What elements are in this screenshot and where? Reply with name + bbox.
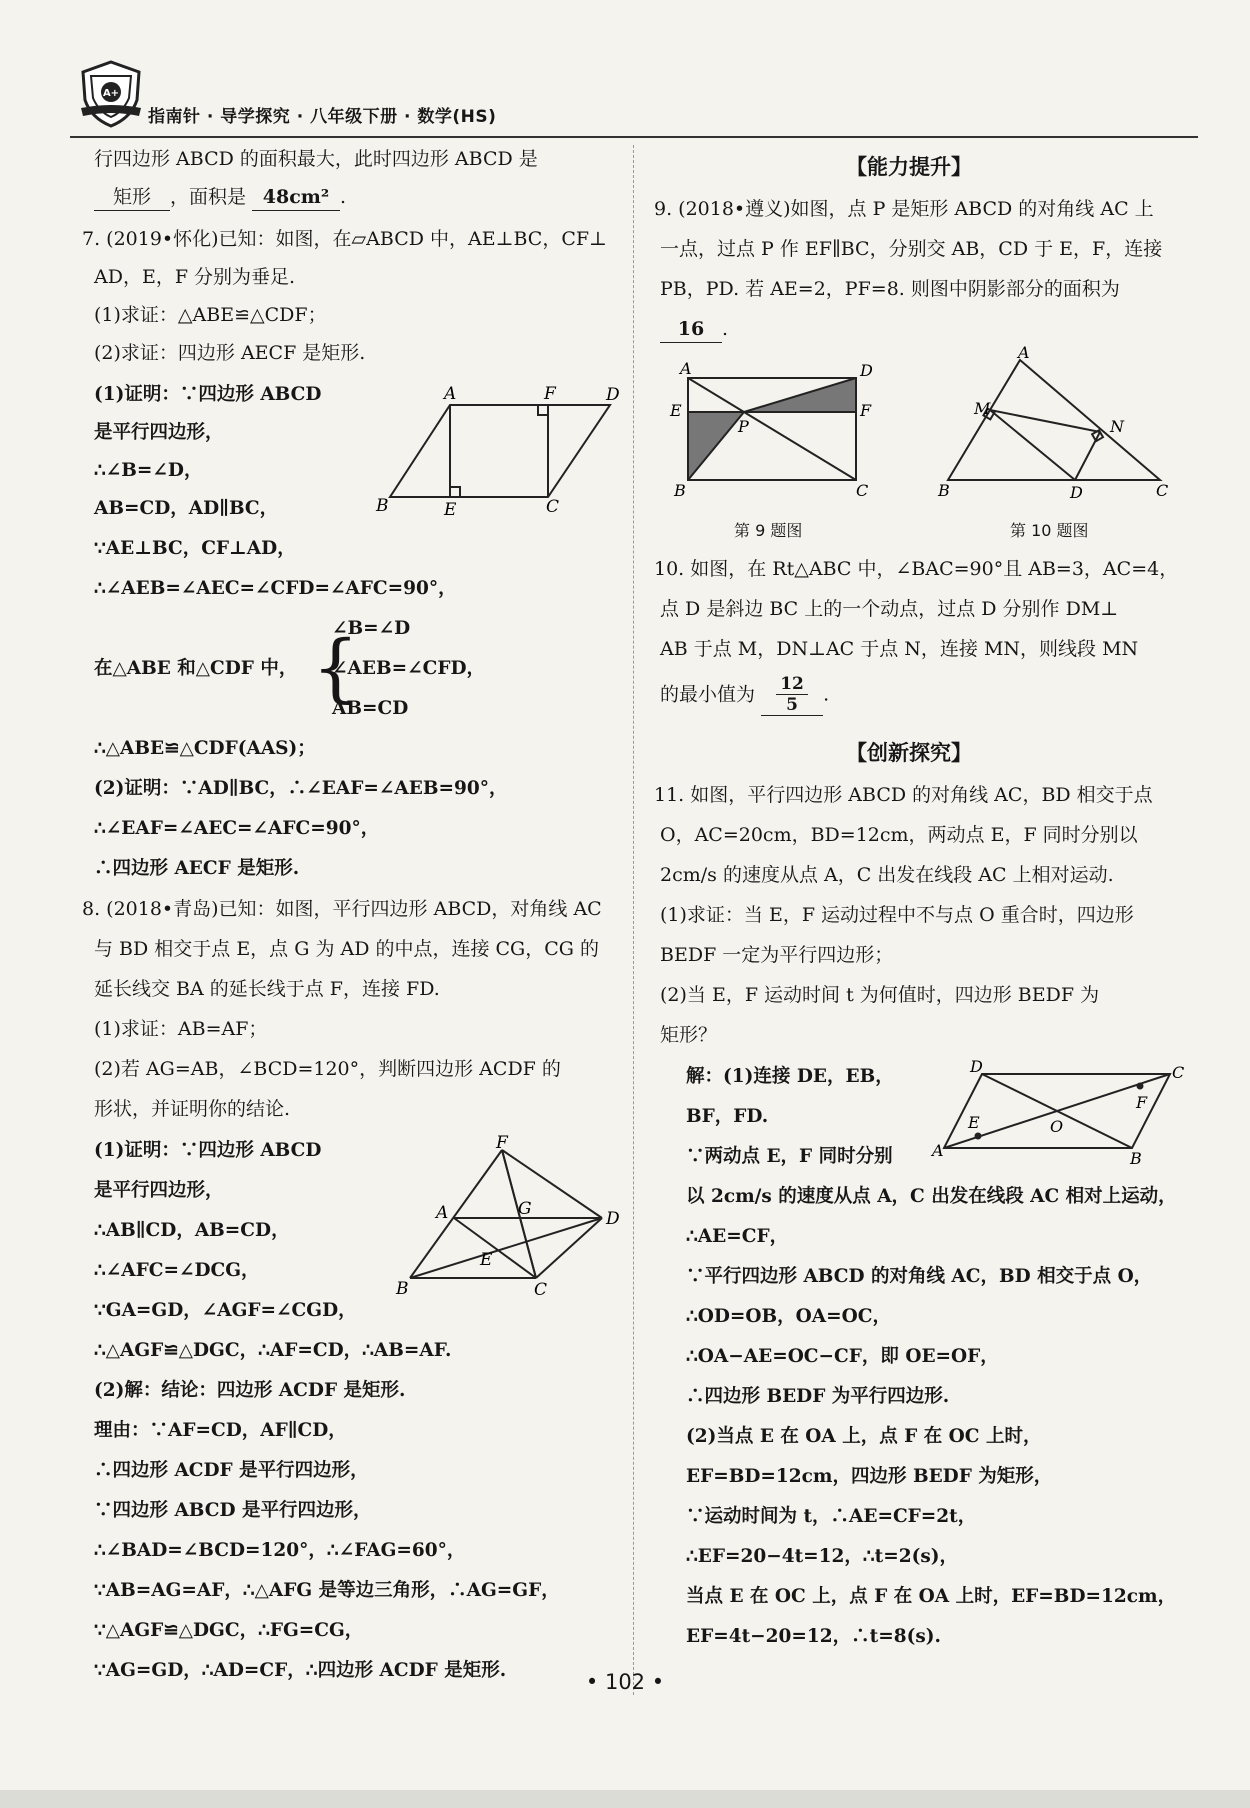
q9-line-2: 一点，过点 P 作 EF∥BC，分别交 AB，CD 于 E，F，连接 bbox=[660, 238, 1163, 260]
a7-line-4: AB=CD，AD∥BC， bbox=[94, 498, 279, 519]
a7-line-9: (2)证明：∵AD∥BC，∴∠EAF=∠AEB=90°， bbox=[94, 778, 508, 799]
a8-line-2: 是平行四边形， bbox=[94, 1180, 224, 1201]
f10-label-M: M bbox=[974, 399, 991, 418]
f8-label-B: B bbox=[396, 1279, 409, 1299]
a7-line-2: 是平行四边形， bbox=[94, 422, 224, 443]
q9-line-3: PB，PD. 若 AE=2，PF=8. 则图中阴影部分的面积为 bbox=[660, 278, 1120, 300]
f7-label-B: B bbox=[376, 496, 389, 516]
f7-label-A: A bbox=[444, 384, 457, 404]
a11-line-9: ∴四边形 BEDF 为平行四边形. bbox=[686, 1386, 950, 1407]
q10-line-3: AB 于点 M，DN⊥AC 于点 N，连接 MN，则线段 MN bbox=[660, 638, 1139, 660]
f8-label-D: D bbox=[606, 1209, 620, 1229]
a8-line-7: (2)解：结论：四边形 ACDF 是矩形. bbox=[94, 1380, 406, 1401]
f10-label-C: C bbox=[1156, 481, 1169, 500]
q8-line-4: (1)求证：AB=AF； bbox=[94, 1018, 268, 1040]
q9-line-1: 9. (2018•遵义)如图，点 P 是矩形 ABCD 的对角线 AC 上 bbox=[654, 198, 1154, 220]
figure-q8 bbox=[370, 1133, 630, 1300]
a11-line-14: 当点 E 在 OC 上，点 F 在 OA 上时，EF=BD=12cm， bbox=[686, 1586, 1177, 1607]
a7-brace: { bbox=[312, 625, 360, 711]
q7-line-4: (2)求证：四边形 AECF 是矩形. bbox=[94, 342, 366, 364]
a11-line-7: ∴OD=OB，OA=OC， bbox=[686, 1306, 891, 1327]
f9-label-B: B bbox=[674, 481, 686, 500]
a7-line-6: ∴∠AEB=∠AEC=∠CFD=∠AFC=90°， bbox=[94, 578, 457, 599]
f10-label-A: A bbox=[1018, 343, 1030, 362]
bottom-edge bbox=[0, 1790, 1250, 1808]
q10-fraction bbox=[776, 674, 808, 715]
f8-label-E: E bbox=[480, 1250, 493, 1270]
f11-label-B: B bbox=[1130, 1149, 1142, 1168]
a11-line-2: BF，FD. bbox=[686, 1106, 769, 1127]
f8-label-A: A bbox=[436, 1203, 449, 1223]
q11-line-6: (2)当 E，F 运动时间 t 为何值时，四边形 BEDF 为 bbox=[660, 984, 1100, 1006]
a11-line-15: EF=4t−20=12，∴t=8(s). bbox=[686, 1626, 941, 1647]
f7-label-C: C bbox=[546, 497, 560, 517]
a8-line-3: ∴AB∥CD，AB=CD， bbox=[94, 1220, 290, 1241]
q9-blank: 16 bbox=[660, 316, 722, 343]
a7-line-3: ∴∠B=∠D， bbox=[94, 460, 203, 481]
q6-tail-line: 行四边形 ABCD 的面积最大，此时四边形 ABCD 是 bbox=[94, 148, 538, 170]
f9-label-A: A bbox=[680, 359, 692, 378]
a7-line-1: (1)证明：∵四边形 ABCD bbox=[94, 384, 322, 405]
a11-line-5: ∴AE=CF， bbox=[686, 1226, 789, 1247]
q6-blank-2: 48cm² bbox=[252, 184, 340, 211]
column-divider bbox=[633, 145, 634, 1695]
a8-line-9: ∴四边形 ACDF 是平行四边形， bbox=[94, 1460, 369, 1481]
q6-mid-text: ，面积是 bbox=[170, 186, 247, 208]
q7-line-3: (1)求证：△ABE≌△CDF； bbox=[94, 304, 327, 326]
a11-line-11: EF=BD=12cm，四边形 BEDF 为矩形， bbox=[686, 1466, 1053, 1487]
figure-q11 bbox=[932, 1057, 1192, 1170]
q8-line-1: 8. (2018•青岛)已知：如图，平行四边形 ABCD，对角线 AC bbox=[82, 898, 602, 920]
q7-line-2: AD，E，F 分别为垂足. bbox=[94, 266, 296, 288]
q9-end: . bbox=[722, 318, 729, 340]
a7-brace-2: ∠AEB=∠CFD， bbox=[332, 658, 485, 679]
a8-line-10: ∵四边形 ABCD 是平行四边形， bbox=[94, 1500, 372, 1521]
a11-line-10: (2)当点 E 在 OA 上，点 F 在 OC 上时， bbox=[686, 1426, 1042, 1447]
f9-label-D: D bbox=[860, 361, 873, 380]
a8-line-12: ∵AB=AG=AF，∴△AFG 是等边三角形，∴AG=GF， bbox=[94, 1580, 560, 1601]
a8-line-5: ∵GA=GD，∠AGF=∠CGD， bbox=[94, 1300, 357, 1321]
a8-line-14: ∵AG=GD，∴AD=CF，∴四边形 ACDF 是矩形. bbox=[94, 1660, 507, 1681]
f11-label-O: O bbox=[1050, 1117, 1064, 1136]
q6-blank-1: 矩形 bbox=[94, 184, 170, 211]
f11-label-C: C bbox=[1172, 1063, 1185, 1082]
f8-label-G: G bbox=[518, 1199, 532, 1219]
q10-blank bbox=[761, 674, 823, 716]
q6-answer-line bbox=[94, 184, 346, 211]
a11-line-12: ∵运动时间为 t，∴AE=CF=2t， bbox=[686, 1506, 977, 1527]
a7-line-8: ∴△ABE≌△CDF(AAS)； bbox=[94, 738, 316, 759]
f10-label-B: B bbox=[938, 481, 950, 500]
a11-line-6: ∵平行四边形 ABCD 的对角线 AC，BD 相交于点 O， bbox=[686, 1266, 1153, 1287]
q10-answer-line bbox=[660, 674, 829, 716]
a7-line-10: ∴∠EAF=∠AEC=∠AFC=90°， bbox=[94, 818, 380, 839]
a8-line-4: ∴∠AFC=∠DCG， bbox=[94, 1260, 260, 1281]
a11-line-8: ∴OA−AE=OC−CF，即 OE=OF， bbox=[686, 1346, 999, 1367]
q11-line-7: 矩形？ bbox=[660, 1024, 718, 1046]
logo-text: A+ bbox=[102, 88, 120, 99]
header-title: 指南针 · 导学探究 · 八年级下册 · 数学(HS) bbox=[148, 107, 497, 127]
caption-fig9: 第 9 题图 bbox=[734, 521, 803, 540]
a11-line-4: 以 2cm/s 的速度从点 A，C 出发在线段 AC 相对上运动， bbox=[686, 1186, 1177, 1207]
q8-line-2: 与 BD 相交于点 E，点 G 为 AD 的中点，连接 CG，CG 的 bbox=[94, 938, 599, 960]
a8-line-13: ∵△AGF≌△DGC，∴FG=CG， bbox=[94, 1620, 364, 1641]
f7-label-F: F bbox=[544, 384, 556, 404]
page-header bbox=[70, 50, 1200, 138]
f10-label-D: D bbox=[1070, 483, 1083, 502]
f8-label-F: F bbox=[496, 1133, 508, 1153]
f9-label-E: E bbox=[670, 401, 682, 420]
q11-line-3: 2cm/s 的速度从点 A，C 出发在线段 AC 上相对运动. bbox=[660, 864, 1114, 886]
q11-line-2: O，AC=20cm，BD=12cm，两动点 E，F 同时分别以 bbox=[660, 824, 1138, 846]
a7-brace-3: AB=CD bbox=[332, 698, 409, 719]
figure-q10 bbox=[930, 343, 1170, 502]
q8-line-5: (2)若 AG=AB，∠BCD=120°，判断四边形 ACDF 的 bbox=[94, 1058, 561, 1080]
q11-line-1: 11. 如图，平行四边形 ABCD 的对角线 AC，BD 相交于点 bbox=[654, 784, 1153, 806]
q10-line-1: 10. 如图，在 Rt△ABC 中，∠BAC=90°且 AB=3，AC=4， bbox=[654, 558, 1179, 580]
f10-label-N: N bbox=[1110, 417, 1124, 436]
a8-line-8: 理由：∵AF=CD，AF∥CD， bbox=[94, 1420, 347, 1441]
q8-line-3: 延长线交 BA 的延长线于点 F，连接 FD. bbox=[94, 978, 440, 1000]
q8-line-6: 形状，并证明你的结论. bbox=[94, 1098, 291, 1120]
f7-label-D: D bbox=[606, 385, 620, 405]
q9-answer-line bbox=[660, 316, 728, 343]
q10-denominator: 5 bbox=[786, 695, 798, 715]
page-number: • 102 • bbox=[585, 1670, 665, 1694]
a11-line-3: ∵两动点 E，F 同时分别 bbox=[686, 1146, 893, 1167]
a8-line-11: ∴∠BAD=∠BCD=120°，∴∠FAG=60°， bbox=[94, 1540, 466, 1561]
a11-line-1: 解：(1)连接 DE，EB， bbox=[686, 1066, 894, 1087]
section-innovation: 【创新探究】 bbox=[846, 741, 972, 765]
f11-label-A: A bbox=[932, 1141, 944, 1160]
a8-line-6: ∴△AGF≌△DGC，∴AF=CD，∴AB=AF. bbox=[94, 1340, 452, 1361]
q10-numerator: 12 bbox=[776, 674, 808, 695]
shield-logo-icon bbox=[75, 58, 147, 130]
f9-label-P: P bbox=[738, 417, 749, 436]
f7-label-E: E bbox=[444, 500, 457, 520]
q10-answer-prefix: 的最小值为 bbox=[660, 683, 756, 706]
f11-label-F: F bbox=[1136, 1093, 1148, 1112]
q11-line-5: BEDF 一定为平行四边形； bbox=[660, 944, 894, 966]
a7-line-11: ∴四边形 AECF 是矩形. bbox=[94, 858, 300, 879]
figure-q9 bbox=[666, 360, 886, 500]
f9-label-C: C bbox=[856, 481, 869, 500]
q11-line-4: (1)求证：当 E，F 运动过程中不与点 O 重合时，四边形 bbox=[660, 904, 1134, 926]
f11-label-D: D bbox=[970, 1057, 983, 1076]
q6-end: . bbox=[340, 186, 347, 208]
a7-brace-intro: 在△ABE 和△CDF 中， bbox=[94, 658, 298, 679]
a11-line-13: ∴EF=20−4t=12，∴t=2(s)， bbox=[686, 1546, 959, 1567]
q7-line-1: 7. (2019•怀化)已知：如图，在▱ABCD 中，AE⊥BC，CF⊥ bbox=[82, 228, 607, 250]
f9-label-F: F bbox=[860, 401, 872, 420]
figure-q7 bbox=[376, 384, 620, 520]
a8-line-1: (1)证明：∵四边形 ABCD bbox=[94, 1140, 322, 1161]
q10-line-2: 点 D 是斜边 BC 上的一个动点，过点 D 分别作 DM⊥ bbox=[660, 598, 1119, 620]
f11-label-E: E bbox=[968, 1113, 980, 1132]
a7-brace-1: ∠B=∠D bbox=[332, 618, 411, 639]
a7-line-5: ∵AE⊥BC，CF⊥AD， bbox=[94, 538, 296, 559]
section-ability: 【能力提升】 bbox=[846, 155, 972, 179]
q10-end: . bbox=[823, 683, 830, 706]
f8-label-C: C bbox=[534, 1280, 548, 1300]
caption-fig10: 第 10 题图 bbox=[1010, 521, 1089, 540]
header-rule bbox=[70, 136, 1198, 138]
